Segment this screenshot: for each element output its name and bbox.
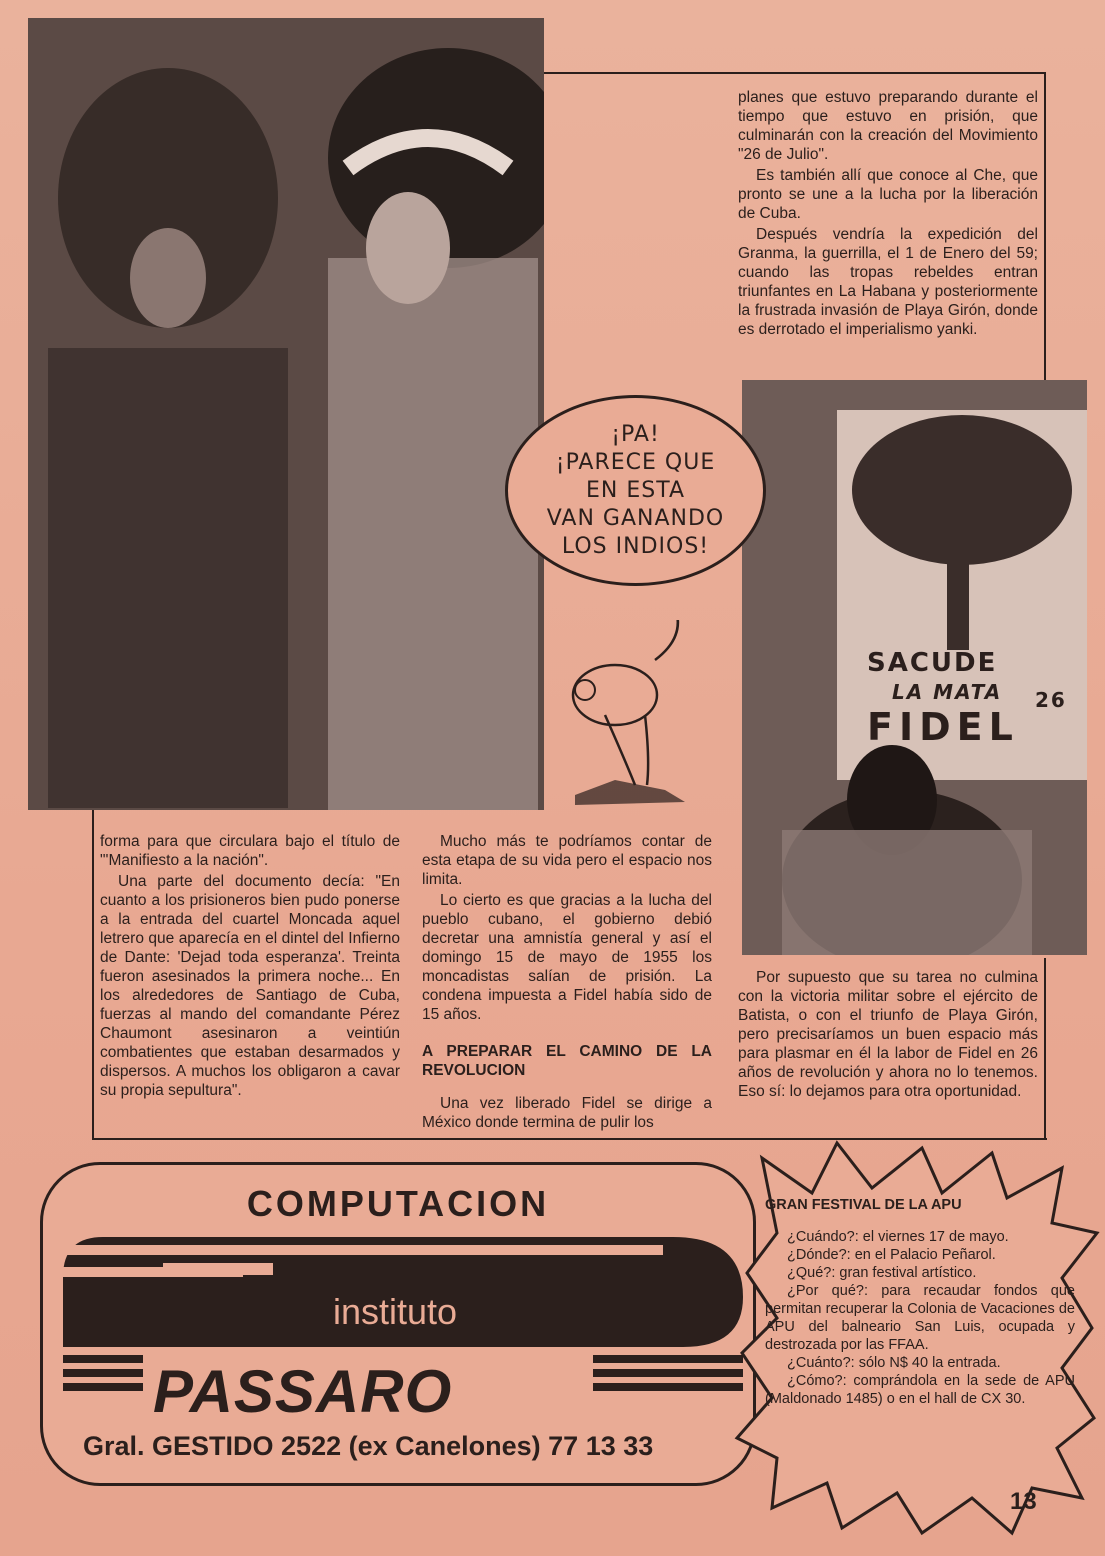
article-column-top-right bbox=[738, 88, 1038, 341]
photo-men-in-headdresses bbox=[28, 18, 544, 810]
sign-word-sacude: SACUDE bbox=[867, 648, 998, 678]
sign-number-26: 26 bbox=[1035, 688, 1067, 712]
ad-subtitle: instituto bbox=[333, 1291, 458, 1332]
ad-passaro bbox=[40, 1162, 756, 1486]
paragraph: Por supuesto que su tarea no culmina con la victoria militar sobre el ejército de Batista, o con el triunfo de Playa Girón, pero precisaríamos un buen espacio más para plasmar en él la labor de Fidel en 26 años de revolución y ahora no lo tenemos. Eso sí: lo dejamos para otra oportunidad. bbox=[738, 969, 1038, 1100]
frame-line-right-bottom bbox=[1044, 958, 1046, 1138]
festival-title: GRAN FESTIVAL DE LA APU bbox=[765, 1197, 962, 1213]
paragraph: Una vez liberado Fidel se dirige a México donde termina de pulir los bbox=[422, 1095, 712, 1131]
ad-brand-name: PASSARO bbox=[153, 1358, 453, 1425]
festival-notice bbox=[765, 1196, 1075, 1408]
article-column-bottom-right bbox=[738, 968, 1038, 1103]
festival-line: ¿Cuánto?: sólo N$ 40 la entrada. bbox=[787, 1355, 1001, 1371]
paragraph: planes que estuvo preparando durante el tiempo que estuvo en prisión, que culminarán con la creación del Movimiento "26 de Julio". bbox=[738, 89, 1038, 163]
festival-line: ¿Cuándo?: el viernes 17 de mayo. bbox=[787, 1229, 1009, 1245]
paragraph: Mucho más te podríamos contar de esta etapa de su vida pero el espacio nos limita. bbox=[422, 833, 712, 888]
article-column-bottom-left bbox=[100, 832, 400, 1102]
ad-address: Gral. GESTIDO 2522 (ex Canelones) 77 13 33 bbox=[83, 1431, 654, 1461]
sign-word-la-mata: LA MATA bbox=[892, 680, 1003, 704]
article-column-bottom-middle bbox=[422, 832, 712, 1134]
sign-word-fidel: FIDEL bbox=[867, 705, 1019, 749]
frame-line-top bbox=[544, 72, 1044, 74]
paragraph: Una parte del documento decía: "En cuanto a los prisioneros bien pudo ponerse a la entrada del cuartel Moncada aquel letrero que aparecía en el dintel del Infierno de Dante: 'Dejad toda esperanza'. Treinta fueron asesinados la primera noche... En los alrededores de Santiago de Cuba, fuerzas al mando del comandante Pérez Chaumont asesinaron a veintiún combatientes que estaban desarmados y dispersos. A muchos los obligaron a cavar su propia sepultura". bbox=[100, 873, 400, 1099]
photo-fidel-sign bbox=[742, 380, 1087, 955]
speech-bubble-text: ¡PA! ¡PARECE QUE EN ESTA VAN GANANDO LOS INDIOS! bbox=[546, 421, 725, 559]
paragraph: Lo cierto es que gracias a la lucha del pueblo cubano, el gobierno debió decretar una amnistía general y así el domingo 15 de mayo de 1955 los moncadistas salían de prisión. La condena impuesta a Fidel había sido de 15 años. bbox=[422, 892, 712, 1023]
festival-line: ¿Qué?: gran festival artístico. bbox=[787, 1265, 977, 1281]
paragraph: Es también allí que conoce al Che, que pronto se une a la lucha por la liberación de Cuba. bbox=[738, 167, 1038, 222]
page-number: 13 bbox=[1010, 1488, 1037, 1515]
cartoon-figure-icon bbox=[555, 620, 695, 810]
paragraph: Después vendría la expedición del Granma, la guerrilla, el 1 de Enero del 59; cuando las tropas rebeldes entran triunfantes en La Habana y posteriormente la frustrada invasión de Playa Girón, donde es derrotado el imperialismo yanki. bbox=[738, 226, 1038, 338]
section-heading: A PREPARAR EL CAMINO DE LA REVOLUCION bbox=[422, 1043, 712, 1079]
frame-line-left bbox=[92, 810, 94, 1140]
photo-illustration bbox=[28, 18, 544, 810]
frame-line-right-top bbox=[1044, 72, 1046, 382]
paragraph: forma para que circulara bajo el título de "'Manifiesto a la nación". bbox=[100, 833, 400, 869]
ad-title: COMPUTACION bbox=[246, 1183, 550, 1224]
festival-line: ¿Por qué?: para recaudar fondos que permitan recuperar la Colonia de Vacaciones de APU del balneario San Luis, ocupada y destrozada por las FFAA. bbox=[765, 1283, 1075, 1353]
festival-line: ¿Dónde?: en el Palacio Peñarol. bbox=[787, 1247, 996, 1263]
festival-line: ¿Cómo?: comprándola en la sede de APU (Maldonado 1485) o en el hall de CX 30. bbox=[765, 1373, 1075, 1407]
speech-bubble bbox=[505, 395, 766, 586]
